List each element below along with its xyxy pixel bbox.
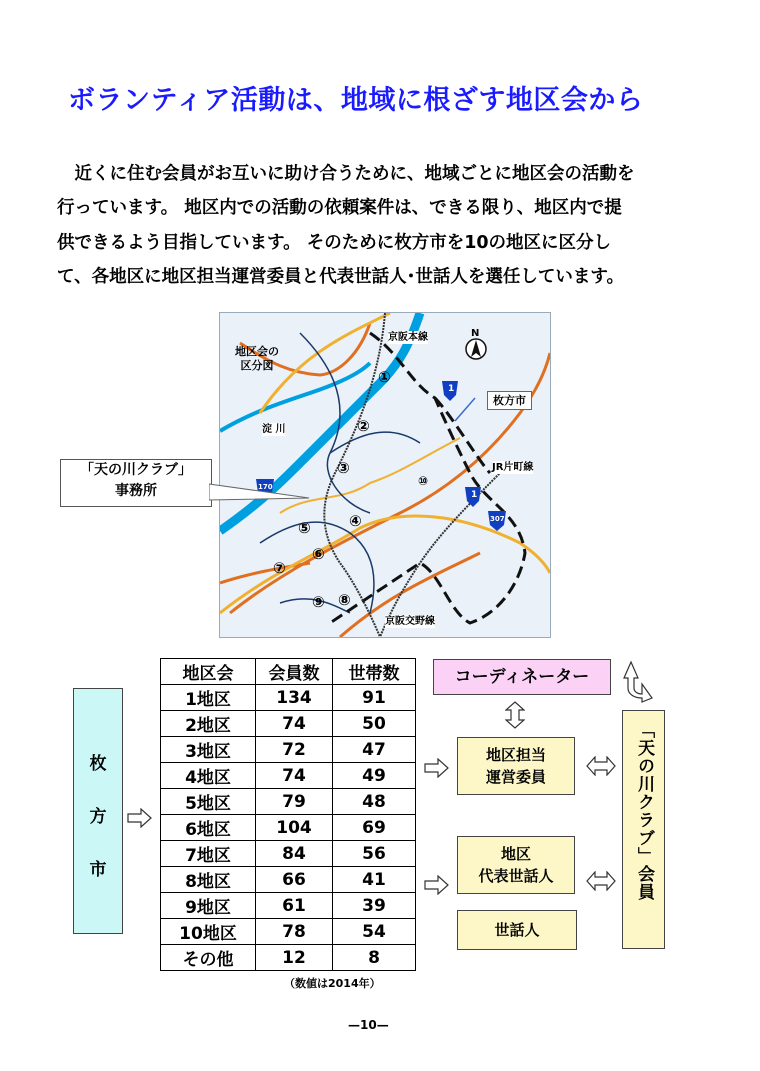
members-cell: 104 bbox=[256, 815, 333, 841]
table-row bbox=[161, 867, 416, 893]
table-row bbox=[161, 945, 416, 971]
left-right-arrow-icon bbox=[586, 756, 616, 776]
north-label: N bbox=[471, 328, 480, 339]
table-row bbox=[161, 815, 416, 841]
district-marker: ⑦ bbox=[273, 559, 286, 577]
households-cell: 47 bbox=[333, 737, 416, 763]
yellow-road bbox=[220, 512, 550, 613]
route-label: 1 bbox=[448, 384, 455, 394]
box-line: 地区 bbox=[500, 845, 531, 863]
district-committee-box bbox=[457, 737, 575, 795]
paragraph-line: て、各地区に地区担当運営委員と代表世話人･世話人を選任しています。 bbox=[57, 266, 624, 287]
route-label: 307 bbox=[490, 515, 505, 523]
club-members-label: 「天の川クラブ」会員 bbox=[634, 721, 654, 901]
households-cell: 39 bbox=[333, 893, 416, 919]
page-number: —10— bbox=[348, 1018, 389, 1032]
box-line: 代表世話人 bbox=[478, 867, 554, 885]
district-cell: 7地区 bbox=[161, 841, 256, 867]
up-down-arrow-icon bbox=[505, 701, 525, 729]
members-cell: 134 bbox=[256, 685, 333, 711]
members-cell: 84 bbox=[256, 841, 333, 867]
club-office-callout bbox=[60, 459, 212, 507]
paragraph-line: 行っています。 地区内での活動の依頼案件は、できる限り、地区内で提 bbox=[57, 198, 622, 219]
table-row bbox=[161, 893, 416, 919]
members-cell: 79 bbox=[256, 789, 333, 815]
table-row bbox=[161, 841, 416, 867]
paragraph-line: 供できるよう目指しています。 そのために枚方市を10の地区に区分し bbox=[57, 232, 612, 253]
district-cell: 2地区 bbox=[161, 711, 256, 737]
box-line: 運営委員 bbox=[485, 768, 546, 786]
district-map-label: 地区会の 区分図 bbox=[235, 345, 279, 372]
households-cell: 48 bbox=[333, 789, 416, 815]
district-cell: その他 bbox=[161, 945, 256, 971]
table-row bbox=[161, 919, 416, 945]
callout-line: 「天の川クラブ」 bbox=[80, 462, 192, 478]
district-marker: ⑥ bbox=[312, 545, 325, 563]
district-cell: 9地区 bbox=[161, 893, 256, 919]
district-marker: ⑨ bbox=[312, 593, 325, 611]
district-members-table bbox=[160, 658, 416, 971]
district-cell: 10地区 bbox=[161, 919, 256, 945]
members-cell: 66 bbox=[256, 867, 333, 893]
households-cell: 8 bbox=[333, 945, 416, 971]
callout-pointer bbox=[209, 474, 314, 504]
right-arrow-icon bbox=[424, 758, 450, 778]
district-cell: 6地区 bbox=[161, 815, 256, 841]
hirakata-pointer bbox=[455, 398, 475, 421]
district-marker: ④ bbox=[349, 512, 362, 530]
hirakata-city-label: 枚方市 bbox=[487, 391, 532, 410]
district-boundary bbox=[330, 432, 420, 453]
table-header-row bbox=[161, 659, 416, 685]
paragraph-line: 近くに住む会員がお互いに助け合うために、地域ごとに地区会の活動を bbox=[57, 164, 635, 184]
district-marker: ⑤ bbox=[298, 519, 311, 537]
coordinator-box: コーディネーター bbox=[433, 659, 611, 695]
district-marker: ⑩ bbox=[418, 474, 429, 488]
members-cell: 61 bbox=[256, 893, 333, 919]
district-dashed-boundary bbox=[435, 398, 490, 473]
members-cell: 12 bbox=[256, 945, 333, 971]
members-cell: 78 bbox=[256, 919, 333, 945]
intro-paragraph bbox=[57, 157, 717, 294]
table-row bbox=[161, 789, 416, 815]
right-arrow-icon bbox=[127, 808, 153, 828]
members-cell: 72 bbox=[256, 737, 333, 763]
katano-line-label: 京阪交野線 bbox=[385, 616, 435, 627]
district-marker: ⑧ bbox=[338, 591, 351, 609]
table-row bbox=[161, 685, 416, 711]
city-char: 枚 bbox=[89, 754, 107, 774]
district-cell: 1地区 bbox=[161, 685, 256, 711]
district-cell: 3地区 bbox=[161, 737, 256, 763]
members-cell: 74 bbox=[256, 711, 333, 737]
curved-arrow-icon bbox=[618, 660, 656, 704]
rep-caretaker-box bbox=[457, 836, 575, 894]
page-title: ボランティア活動は、地域に根ざす地区会から bbox=[68, 85, 644, 116]
table-row bbox=[161, 737, 416, 763]
column-header: 地区会 bbox=[161, 659, 256, 685]
column-header: 会員数 bbox=[256, 659, 333, 685]
members-cell: 74 bbox=[256, 763, 333, 789]
district-cell: 5地区 bbox=[161, 789, 256, 815]
hirakata-city-box bbox=[73, 688, 123, 934]
households-cell: 91 bbox=[333, 685, 416, 711]
keihan-main-line bbox=[324, 313, 385, 637]
caretaker-box: 世話人 bbox=[457, 910, 577, 950]
city-char: 方 bbox=[89, 807, 107, 827]
households-cell: 41 bbox=[333, 867, 416, 893]
households-cell: 54 bbox=[333, 919, 416, 945]
yodo-river-label: 淀 川 bbox=[262, 424, 286, 435]
left-right-arrow-icon bbox=[586, 871, 616, 891]
households-cell: 56 bbox=[333, 841, 416, 867]
households-cell: 69 bbox=[333, 815, 416, 841]
households-cell: 49 bbox=[333, 763, 416, 789]
city-char: 市 bbox=[89, 860, 107, 880]
table-note: （数値は2014年） bbox=[284, 977, 381, 990]
right-arrow-icon bbox=[424, 875, 450, 895]
route-label: 1 bbox=[471, 490, 478, 500]
district-marker: ① bbox=[378, 368, 391, 386]
jr-line-label: JR片町線 bbox=[492, 462, 534, 473]
club-members-box bbox=[622, 710, 665, 949]
district-marker: ② bbox=[357, 417, 370, 435]
households-cell: 50 bbox=[333, 711, 416, 737]
district-cell: 8地区 bbox=[161, 867, 256, 893]
keihan-line-label: 京阪本線 bbox=[388, 332, 428, 343]
district-marker: ③ bbox=[337, 459, 350, 477]
district-cell: 4地区 bbox=[161, 763, 256, 789]
column-header: 世帯数 bbox=[333, 659, 416, 685]
callout-line: 事務所 bbox=[115, 483, 157, 499]
box-line: 地区担当 bbox=[485, 746, 546, 764]
table-row bbox=[161, 711, 416, 737]
route-label: 170 bbox=[258, 483, 273, 491]
table-row bbox=[161, 763, 416, 789]
